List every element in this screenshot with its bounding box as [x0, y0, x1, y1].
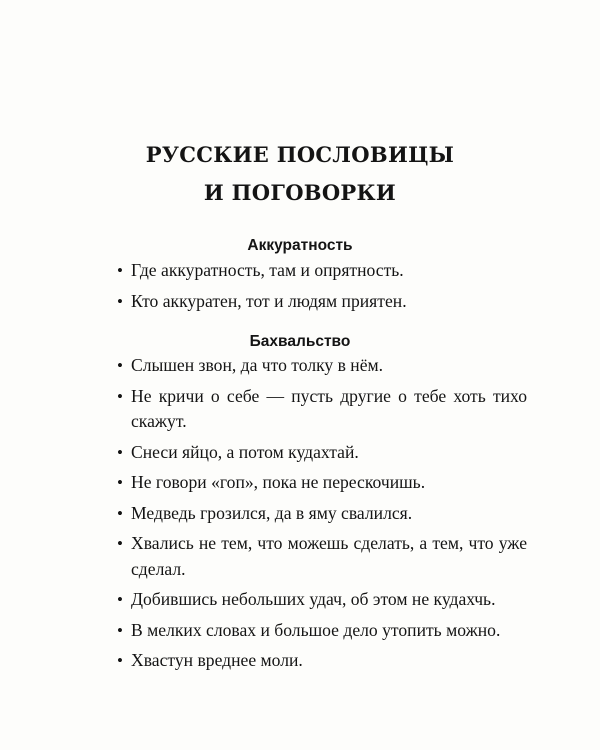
proverb-text: Где аккуратность, там и опрятность.	[131, 260, 404, 280]
list-item	[117, 648, 527, 674]
proverb-text: Добившись небольших удач, об этом не кудахчь.	[131, 589, 496, 609]
proverb-list-bakhvalstvo	[117, 353, 527, 679]
bullet-icon: •	[117, 503, 123, 523]
proverb-text: В мелких словах и большое дело утопить можно.	[131, 619, 501, 640]
bullet-icon: •	[117, 651, 123, 670]
bullet-icon: •	[117, 534, 123, 553]
proverb-text: Слышен звон, да что толку в нём.	[131, 355, 384, 375]
list-item	[117, 258, 527, 284]
bullet-icon: •	[117, 291, 123, 311]
proverb-text: Медведь грозился, да в яму свалился.	[131, 502, 413, 523]
page-title-line-2: И ПОГОВОРКИ	[203, 180, 397, 205]
page-title-line-1: РУССКИЕ ПОСЛОВИЦЫ	[145, 142, 455, 167]
proverb-text: Не говори «гоп», пока не перескочишь.	[131, 472, 426, 492]
section-heading-bakhvalstvo: Бахвальство	[249, 333, 351, 350]
proverb-text: Хвались не тем, что можешь сделать, а тем, что уже сделал.	[131, 533, 527, 579]
list-item	[117, 384, 527, 435]
list-item	[117, 470, 527, 496]
bullet-icon: •	[117, 620, 123, 640]
list-item	[117, 440, 527, 466]
proverb-text: Снеси яйцо, а потом кудахтай.	[131, 441, 359, 462]
list-item	[117, 531, 527, 582]
bullet-icon: •	[117, 356, 123, 375]
bullet-icon: •	[117, 386, 123, 406]
section-heading-akkuratnost: Аккуратность	[247, 237, 353, 254]
proverb-text: Кто аккуратен, тот и людям приятен.	[131, 290, 407, 311]
bullet-icon: •	[117, 261, 123, 280]
bullet-icon: •	[117, 473, 123, 492]
list-item	[117, 353, 527, 379]
list-item	[117, 289, 527, 315]
proverb-list-akkuratnost	[117, 258, 527, 319]
list-item	[117, 587, 527, 613]
bullet-icon: •	[117, 442, 123, 462]
list-item	[117, 501, 527, 527]
proverb-text: Хвастун вреднее моли.	[131, 650, 303, 670]
proverb-text: Не кричи о себе — пусть другие о тебе хоть тихо скажут.	[131, 385, 527, 431]
bullet-icon: •	[117, 590, 123, 609]
list-item	[117, 618, 527, 644]
